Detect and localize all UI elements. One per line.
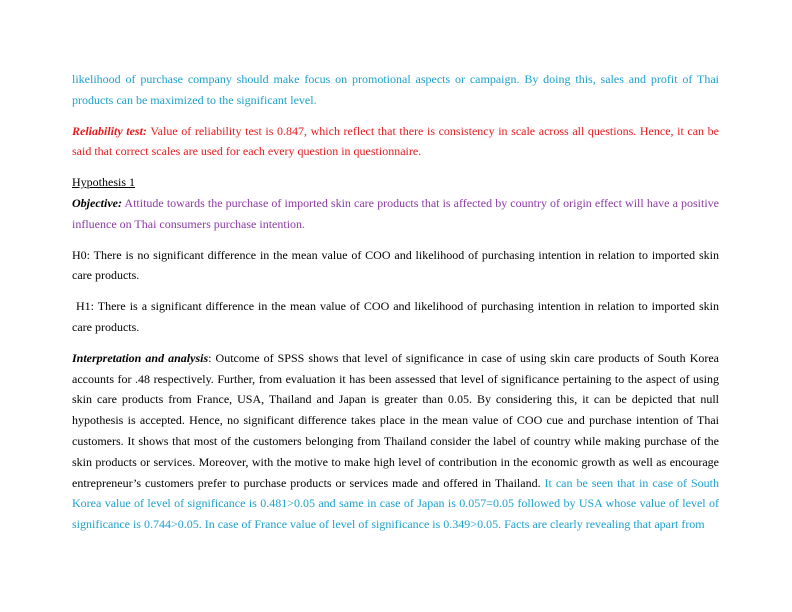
interpretation-highlight: It can be seen that in case of South Korea value of level of significance is 0.481>0.05 and same in case of Japan is 0.057=0.05 followed by USA whose value of level of significance is 0.744>0.05. In case of France value of level of significance is 0.349>0.05. Facts are clearly revealing that apart from xyxy=(72,475,719,532)
reliability-paragraph xyxy=(72,121,719,163)
hypothesis-heading: Hypothesis 1 xyxy=(72,175,135,190)
objective-text: Attitude towards the purchase of imported skin care products that is affected by country of origin effect will have a positive influence on Thai consumers purchase intention. xyxy=(72,195,719,231)
document-body xyxy=(72,69,722,535)
objective-label: Objective: xyxy=(72,195,122,210)
objective-paragraph xyxy=(72,193,719,235)
intro-paragraph: likelihood of purchase company should make focus on promotional aspects or campaign. By doing this, sales and profit of Thai products can be maximized to the significant level. xyxy=(72,72,719,107)
reliability-label: Reliability test: xyxy=(72,123,147,138)
interpretation-text: : Outcome of SPSS shows that level of significance in case of using skin care products of South Korea accounts for .48 respectively. Further, from evaluation it has been assessed that level of significance pertaining to the aspect of using skin care products from France, USA, Thailand and Japan is greater than 0.05. By considering this, it can be depicted that null hypothesis is accepted. Hence, no significant difference takes place in the mean value of COO cue and purchase intention of Thai customers. It shows that most of the customers belonging from Thailand consider the label of country while making purchase of the skin products or services. Moreover, with the motive to make high level of contribution in the economic growth as well as encourage entrepreneur’s customers prefer to purchase products or services made and offered in Thailand. xyxy=(72,350,720,490)
interpretation-paragraph xyxy=(72,348,719,535)
h1-paragraph: H1: There is a significant difference in the mean value of COO and likelihood of purchasing intention in relation to imported skin care products. xyxy=(72,299,722,334)
reliability-text: Value of reliability test is 0.847, which reflect that there is consistency in scale across all questions. Hence, it can be said that correct scales are used for each every question in questionnaire. xyxy=(72,123,719,159)
h0-paragraph: H0: There is no significant difference in the mean value of COO and likelihood of purchasing intention in relation to imported skin care products. xyxy=(72,247,719,283)
interpretation-label: Interpretation and analysis xyxy=(72,350,209,365)
